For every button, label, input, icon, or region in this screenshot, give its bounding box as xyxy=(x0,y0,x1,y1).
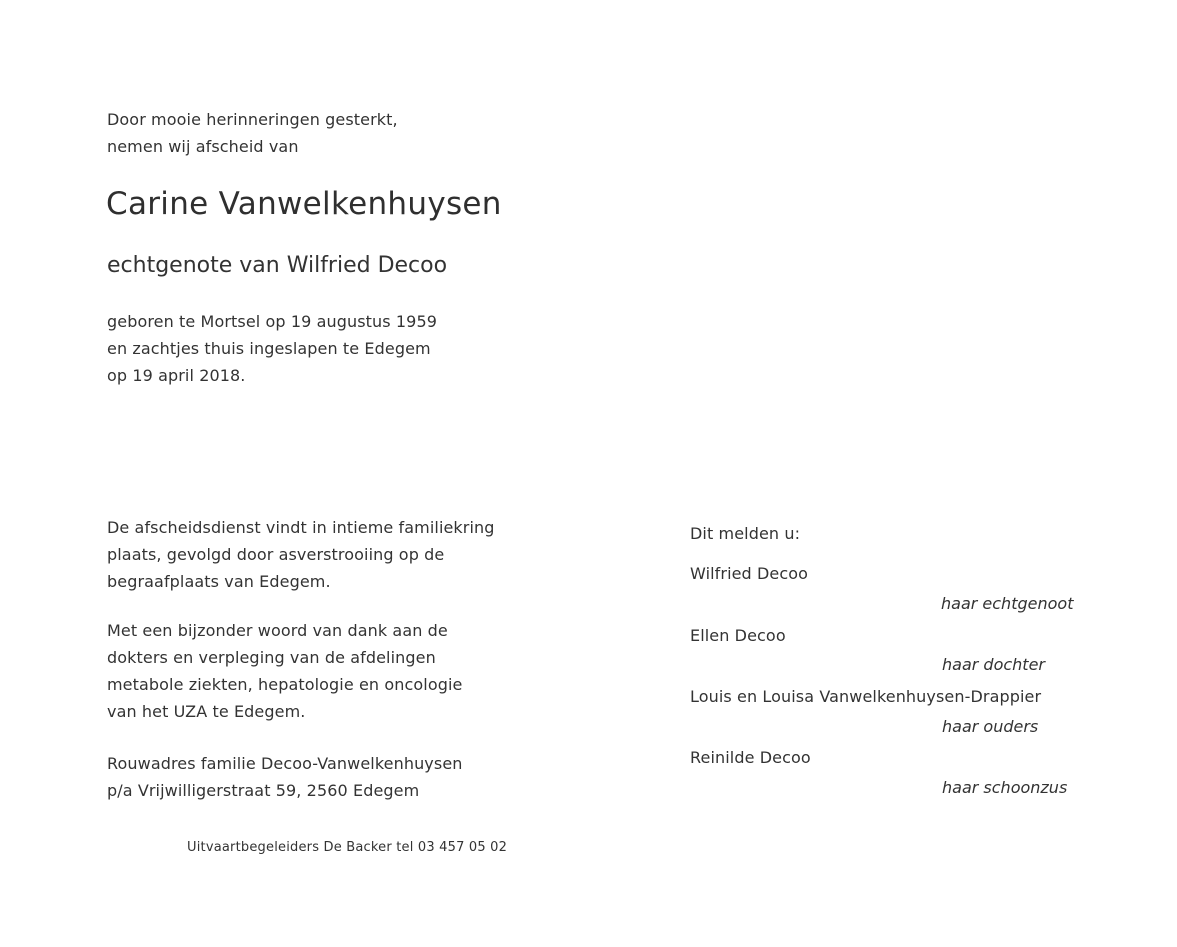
thanks-line-2: dokters en verpleging van de afdelingen xyxy=(107,648,436,667)
service-line-1: De afscheidsdienst vindt in intieme familiekring xyxy=(107,518,495,537)
announcer-name-4: Reinilde Decoo xyxy=(690,748,811,767)
thanks-line-1: Met een bijzonder woord van dank aan de xyxy=(107,621,448,640)
announcer-relation-4: haar schoonzus xyxy=(942,778,1068,797)
announcers-heading: Dit melden u: xyxy=(690,524,801,543)
intro-line-1: Door mooie herinneringen gesterkt, xyxy=(107,110,398,129)
address-line-2: p/a Vrijwilligerstraat 59, 2560 Edegem xyxy=(107,781,420,800)
announcer-name-2: Ellen Decoo xyxy=(690,626,786,645)
announcer-relation-2: haar dochter xyxy=(942,655,1045,674)
address-line-1: Rouwadres familie Decoo-Vanwelkenhuysen xyxy=(107,754,463,773)
announcer-relation-3: haar ouders xyxy=(942,717,1039,736)
life-line-3: op 19 april 2018. xyxy=(107,366,246,385)
thanks-line-3: metabole ziekten, hepatologie en oncologie xyxy=(107,675,463,694)
announcer-name-3: Louis en Louisa Vanwelkenhuysen-Drappier xyxy=(690,687,1042,706)
funeral-director-footer: Uitvaartbegeleiders De Backer tel 03 457 05 02 xyxy=(187,840,508,855)
announcer-relation-1: haar echtgenoot xyxy=(941,594,1074,613)
spouse-line: echtgenote van Wilfried Decoo xyxy=(107,253,448,278)
service-line-3: begraafplaats van Edegem. xyxy=(107,572,331,591)
life-line-2: en zachtjes thuis ingeslapen te Edegem xyxy=(107,339,431,358)
announcer-name-1: Wilfried Decoo xyxy=(690,564,809,583)
service-line-2: plaats, gevolgd door asverstrooiing op de xyxy=(107,545,445,564)
intro-line-2: nemen wij afscheid van xyxy=(107,137,299,156)
thanks-line-4: van het UZA te Edegem. xyxy=(107,702,306,721)
life-line-1: geboren te Mortsel op 19 augustus 1959 xyxy=(107,312,438,331)
deceased-name: Carine Vanwelkenhuysen xyxy=(106,186,502,222)
